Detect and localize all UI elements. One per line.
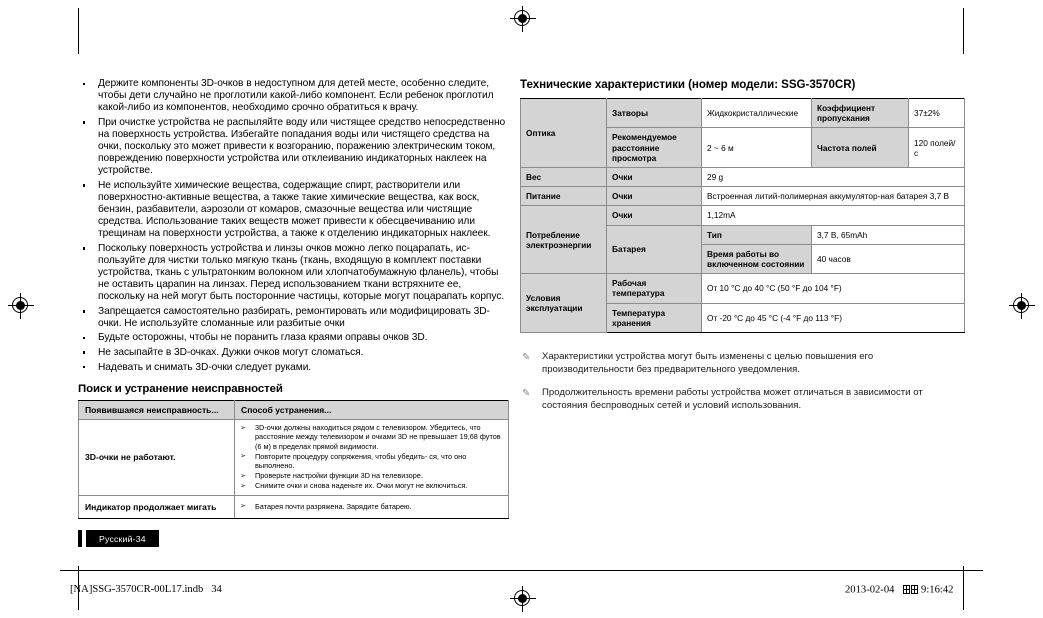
spec-label-field-rate: Частота полей	[812, 128, 909, 168]
spec-label-shutters: Затворы	[607, 99, 702, 128]
registration-mark-right	[1009, 293, 1035, 319]
arrow-bullet-icon: ➢	[240, 422, 247, 432]
bullet-icon	[83, 247, 85, 249]
bullet-text: При очистке устройства не распыляйте воду или чистящее средство непосредственно на поверхность устройства. Избегайте попадания воды или чистящего средства на очки, поскольку это может привести к возгоранию, поражению электрическим током, повреждению поверхности устройства или отклеиванию индикаторных наклеек на устройстве.	[98, 116, 506, 177]
table-row-weight	[521, 168, 965, 187]
registration-mark-left	[8, 293, 34, 319]
solution-text: Батарея почти разряжена. Зарядите батарею.	[255, 501, 412, 511]
spec-value-shutters: Жидкокристаллические	[702, 99, 812, 128]
pencil-note-icon: ✎	[522, 352, 531, 364]
solution-text: 3D-очки должны находиться рядом с телевизором. Убедитесь, что расстояние между телевизором и очками 3D не превышает 19,68 футов (6 м) в пределах прямой видимости.	[255, 423, 501, 451]
arrow-bullet-icon: ➢	[240, 470, 247, 480]
specifications-table	[520, 98, 965, 333]
troubleshooting-table	[78, 400, 509, 520]
column-header-solution: Способ устранения...	[235, 400, 509, 420]
bullet-text: Не используйте химические вещества, содержащие спирт, растворители или поверхностно-активные вещества, а также такие химические вещества, как воск, бензин, разбавители, аэрозоли от комаров, смазочные вещества или чистящие средства. Использование таких веществ может привести к обесцвечиванию или трещинам на поверхности устройства, а также к отделению индикаторных наклеек.	[98, 179, 491, 240]
spec-group-conditions: Условия эксплуатации	[521, 274, 607, 333]
registration-mark-bottom	[510, 586, 536, 612]
table-row-consumption-glasses	[521, 206, 965, 225]
list-item	[78, 332, 508, 344]
list-item	[78, 243, 508, 303]
spec-value-storage-temp: От -20 °C до 45 °C (-4 °F до 113 °F)	[702, 303, 965, 332]
note-text: Продолжительность времени работы устройства может отличаться в зависимости от состояния беспроводных сетей и условий использования.	[542, 387, 923, 411]
footer-time: 9:16:42	[921, 584, 954, 596]
spec-label-battery-runtime: Время работы во включенном состоянии	[702, 244, 812, 273]
missing-glyph-icon	[903, 585, 910, 594]
footer-filename: [NA]SSG-3570CR-00L17.indb 34	[70, 584, 222, 595]
bullet-icon	[83, 366, 85, 368]
registration-mark-top	[510, 6, 536, 32]
missing-glyph-icon	[911, 585, 918, 594]
specifications-heading: Технические характеристики (номер модели: SSG-3570CR)	[520, 78, 856, 91]
reg-dot	[518, 14, 527, 23]
page-label: Русский-34	[86, 530, 159, 547]
spec-value-field-rate: 120 полей/с	[909, 128, 965, 168]
spec-label-power-glasses: Очки	[607, 187, 702, 206]
page-number-tab	[78, 530, 159, 547]
tab-accent-bar	[78, 530, 82, 547]
crop-mark-bottom-right	[963, 566, 964, 610]
spec-label-battery: Батарея	[607, 225, 702, 274]
table-row-operating-temp	[521, 274, 965, 303]
spec-group-power: Питание	[521, 187, 607, 206]
bullet-icon	[83, 121, 85, 123]
solution-cell	[235, 420, 509, 495]
list-item	[78, 180, 508, 240]
bullet-icon	[83, 310, 85, 312]
spec-value-battery-type: 3,7 В, 65mAh	[812, 225, 965, 244]
crop-mark-top-left	[78, 8, 79, 54]
bullet-text: Запрещается самостоятельно разбирать, ремонтировать или модифицировать 3D-очки. Не используйте сломанные или разбитые очки	[98, 305, 490, 329]
arrow-bullet-icon: ➢	[240, 480, 247, 490]
list-item	[78, 362, 508, 374]
list-item	[240, 502, 503, 511]
right-column	[520, 78, 964, 423]
spec-label-weight-glasses: Очки	[607, 168, 702, 187]
list-item	[78, 117, 508, 177]
bullet-icon	[83, 337, 85, 339]
spec-value-battery-runtime: 40 часов	[812, 244, 965, 273]
spec-label-battery-type: Тип	[702, 225, 812, 244]
spec-group-consumption: Потребление электроэнергии	[521, 206, 607, 274]
list-item	[240, 423, 503, 451]
bullet-text: Не засыпайте в 3D-очках. Дужки очков могут сломаться.	[98, 346, 364, 358]
spec-value-weight: 29 g	[702, 168, 965, 187]
solution-cell	[235, 495, 509, 519]
reg-dot	[1017, 301, 1026, 310]
spec-group-weight: Вес	[521, 168, 607, 187]
arrow-bullet-icon: ➢	[240, 501, 247, 511]
table-row-shutters	[521, 99, 965, 128]
bullet-text: Будьте осторожны, чтобы не поранить глаза краями оправы очков 3D.	[98, 332, 428, 344]
solution-text: Повторите процедуру сопряжения, чтобы убедить- ся, что оно выполнено.	[255, 451, 467, 471]
spec-value-power: Встроенная литий-полимерная аккумулятор-ная батарея 3,7 В	[702, 187, 965, 206]
bullet-icon	[83, 351, 85, 353]
bullet-icon	[83, 83, 85, 85]
footer-divider	[60, 570, 983, 571]
reg-dot	[518, 594, 527, 603]
list-item	[78, 78, 508, 114]
table-row-power	[521, 187, 965, 206]
footer-timestamp	[845, 584, 953, 596]
bullet-icon	[83, 184, 85, 186]
table-header-row	[79, 400, 509, 420]
bullet-text: Держите компоненты 3D-очков в недоступном для детей месте, особенно следите, чтобы дети случайно не проглотили какой-либо компонент. Если ребенок проглотил какой-либо из компонентов, необходимо срочно обратиться к врачу.	[98, 78, 494, 114]
left-column	[78, 78, 508, 544]
safety-bullet-list	[78, 78, 508, 374]
pencil-note-icon: ✎	[522, 388, 531, 400]
bullet-text: Поскольку поверхность устройства и линзы очков можно легко поцарапать, ис- пользуйте для чистки только мягкую ткань (ткань, входящую в комплект поставки устройства, ткань с ультратонким волокном или хлопчатобумажную фланель), чтобы не оставить царапин на линзах. Перед использованием ткани встряхните ее, поскольку на ней могут быть посторонние частицы, которые могут поцарапать корпус.	[98, 242, 505, 303]
spec-label-distance: Рекомендуемое расстояние просмотра	[607, 128, 702, 168]
table-row	[79, 495, 509, 519]
spec-value-transmittance: 37±2%	[909, 99, 965, 128]
spec-label-consumption-glasses: Очки	[607, 206, 702, 225]
page-content	[78, 78, 964, 558]
problem-cell: Индикатор продолжает мигать	[79, 495, 235, 519]
spec-value-distance: 2 ~ 6 м	[702, 128, 812, 168]
solution-list	[240, 502, 503, 511]
note-item	[520, 351, 964, 376]
note-text: Характеристики устройства могут быть изменены с целью повышения его производительности без предварительного уведомления.	[542, 351, 874, 375]
reg-dot	[16, 301, 25, 310]
list-item	[240, 471, 503, 480]
spec-value-consumption-glasses: 1,12mA	[702, 206, 965, 225]
problem-cell: 3D-очки не работают.	[79, 420, 235, 495]
notes-section	[520, 351, 964, 412]
bullet-text: Надевать и снимать 3D-очки следует руками.	[98, 361, 312, 373]
spec-label-operating-temp: Рабочая температура	[607, 274, 702, 303]
solution-text: Снимите очки и снова наденьте их. Очки могут не включиться.	[255, 481, 468, 491]
spec-group-optics: Оптика	[521, 99, 607, 168]
spec-label-transmittance: Коэффициент пропускания	[812, 99, 909, 128]
solution-list	[240, 423, 503, 490]
spec-label-storage-temp: Температура хранения	[607, 303, 702, 332]
solution-text: Проверьте настройки функции 3D на телевизоре.	[255, 471, 423, 481]
column-header-problem: Появившаяся неисправность...	[79, 400, 235, 420]
list-item	[240, 452, 503, 470]
table-row	[79, 420, 509, 495]
arrow-bullet-icon: ➢	[240, 451, 247, 461]
list-item	[78, 306, 508, 330]
list-item	[240, 481, 503, 490]
list-item	[78, 347, 508, 359]
troubleshooting-heading: Поиск и устранение неисправностей	[78, 382, 283, 395]
crop-mark-top-right	[963, 8, 964, 54]
spec-value-operating-temp: От 10 °C до 40 °C (50 °F до 104 °F)	[702, 274, 965, 303]
note-item	[520, 387, 964, 412]
footer-date: 2013-02-04	[845, 584, 895, 596]
